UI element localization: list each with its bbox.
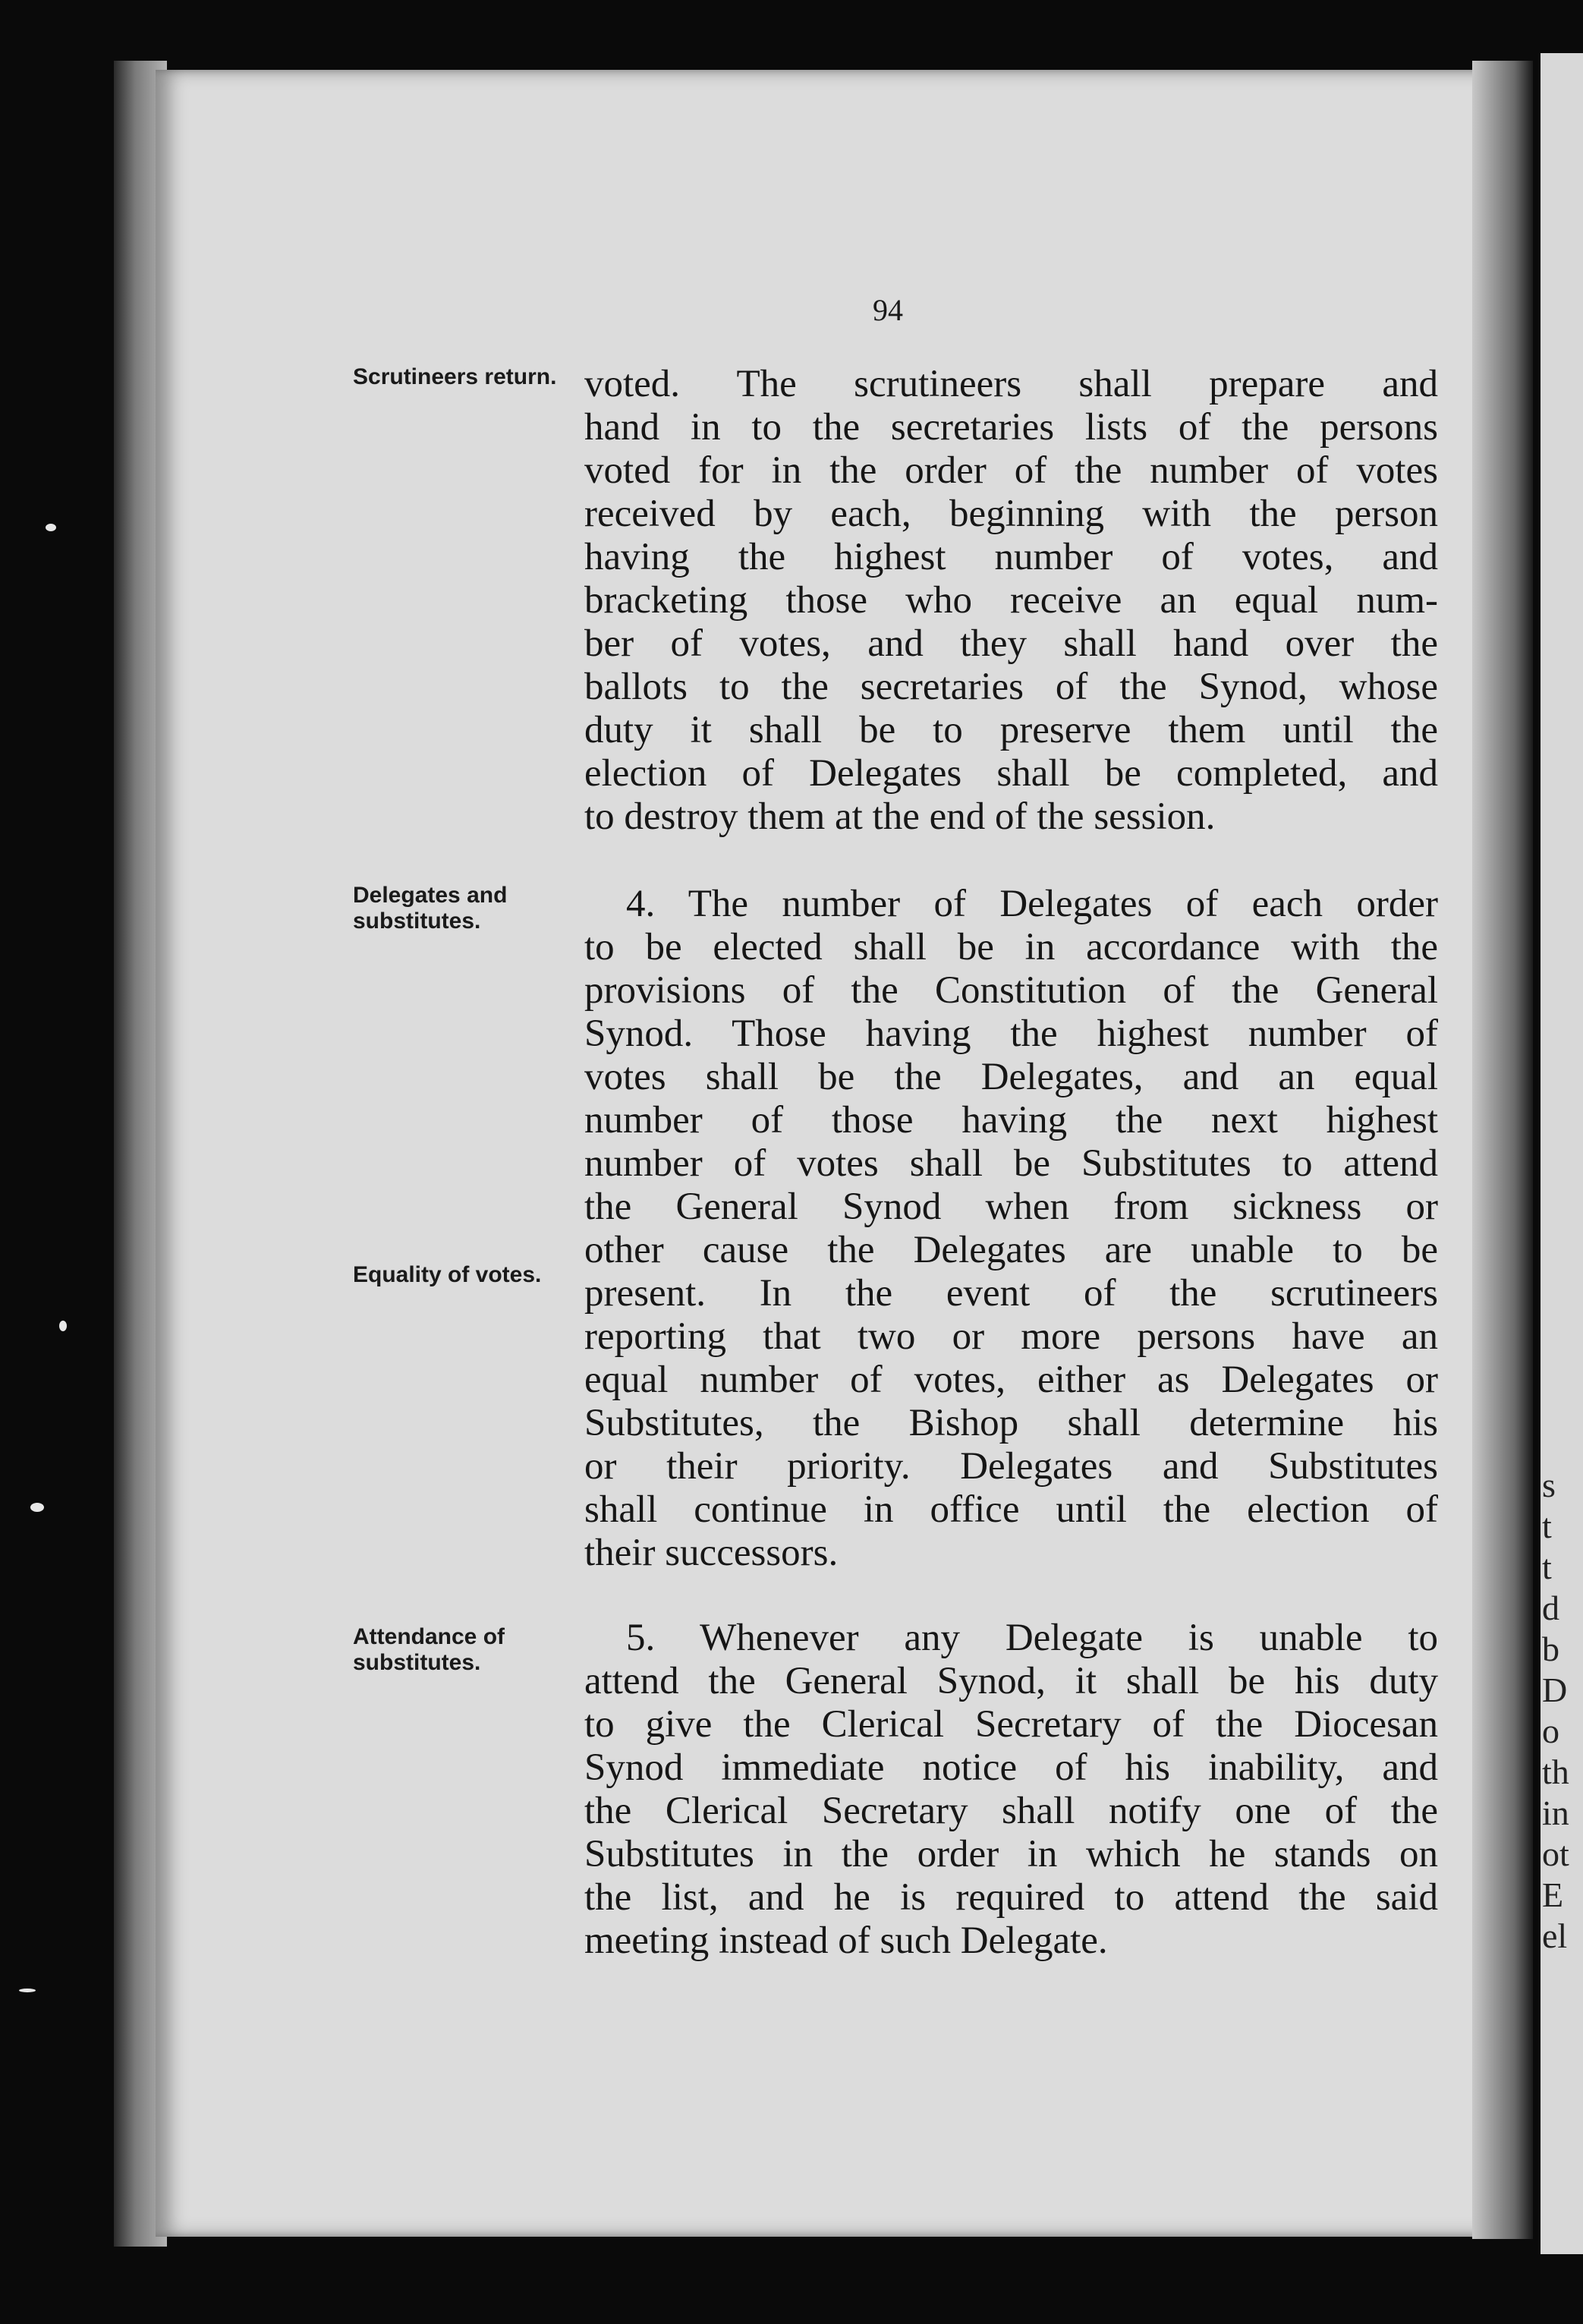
text-line: shall continue in office until the election of bbox=[584, 1488, 1438, 1531]
text-line: votes shall be the Delegates, and an equal bbox=[584, 1056, 1438, 1098]
text-line: hand in to the secretaries lists of the persons bbox=[584, 406, 1438, 449]
text-line: ber of votes, and they shall hand over the bbox=[584, 622, 1438, 665]
text-line: provisions of the Constitution of the General bbox=[584, 969, 1438, 1012]
paragraph-delegates-substitutes bbox=[584, 883, 1438, 1575]
facing-letter: E bbox=[1542, 1875, 1564, 1914]
text-line: meeting instead of such Delegate. bbox=[584, 1919, 1108, 1962]
text-line: ballots to the secretaries of the Synod, whose bbox=[584, 666, 1438, 708]
facing-letter: in bbox=[1542, 1793, 1569, 1832]
margin-note-equality-of-votes: Equality of votes. bbox=[353, 1262, 542, 1287]
text-line: reporting that two or more persons have an bbox=[584, 1315, 1438, 1358]
paragraph-attendance-substitutes bbox=[584, 1617, 1438, 1963]
text-line: or their priority. Delegates and Substitutes bbox=[584, 1445, 1438, 1488]
paragraph-scrutineers-return bbox=[584, 363, 1438, 839]
facing-letter: el bbox=[1542, 1916, 1568, 1955]
text-line: having the highest number of votes, and bbox=[584, 536, 1438, 578]
facing-letter: t bbox=[1542, 1507, 1552, 1545]
margin-note-delegates-substitutes: Delegates and substitutes. bbox=[353, 883, 508, 934]
text-line: voted for in the order of the number of votes bbox=[584, 449, 1438, 492]
facing-letter: t bbox=[1542, 1548, 1552, 1586]
text-line: bracketing those who receive an equal num- bbox=[584, 579, 1438, 622]
text-line: number of votes shall be Substitutes to attend bbox=[584, 1142, 1438, 1185]
facing-letter: d bbox=[1542, 1589, 1559, 1627]
facing-page-text bbox=[1542, 1465, 1583, 1957]
text-line: election of Delegates shall be completed, and bbox=[584, 752, 1438, 795]
facing-letter: b bbox=[1542, 1630, 1559, 1668]
text-line: their successors. bbox=[584, 1532, 839, 1574]
text-line: to give the Clerical Secretary of the Diocesan bbox=[584, 1703, 1438, 1746]
text-line: other cause the Delegates are unable to be bbox=[584, 1229, 1438, 1271]
text-line: the General Synod when from sickness or bbox=[584, 1186, 1438, 1228]
facing-letter: th bbox=[1542, 1752, 1569, 1791]
margin-note-scrutineers-return: Scrutineers return. bbox=[353, 364, 557, 389]
text-line: 5. Whenever any Delegate is unable to bbox=[626, 1617, 1438, 1659]
text-line: duty it shall be to preserve them until the bbox=[584, 709, 1438, 751]
text-line: 4. The number of Delegates of each order bbox=[626, 883, 1438, 925]
text-line: Substitutes, the Bishop shall determine his bbox=[584, 1402, 1438, 1444]
dust-speck bbox=[19, 1989, 36, 1992]
text-line: present. In the event of the scrutineers bbox=[584, 1272, 1438, 1315]
facing-letter: D bbox=[1542, 1671, 1568, 1709]
text-line: number of those having the next highest bbox=[584, 1099, 1438, 1142]
margin-note-attendance-substitutes: Attendance of substitutes. bbox=[353, 1624, 505, 1675]
text-line: Synod. Those having the highest number of bbox=[584, 1012, 1438, 1055]
text-line: the list, and he is required to attend the said bbox=[584, 1876, 1438, 1919]
text-line: equal number of votes, either as Delegates or bbox=[584, 1359, 1438, 1401]
facing-letter: s bbox=[1542, 1466, 1556, 1504]
text-line: voted. The scrutineers shall prepare and bbox=[584, 363, 1438, 405]
dust-speck bbox=[30, 1503, 44, 1512]
text-line: Synod immediate notice of his inability, and bbox=[584, 1746, 1438, 1789]
text-line: to be elected shall be in accordance with the bbox=[584, 926, 1438, 968]
text-line: the Clerical Secretary shall notify one of the bbox=[584, 1790, 1438, 1832]
dust-speck bbox=[46, 524, 56, 531]
text-line: attend the General Synod, it shall be his duty bbox=[584, 1660, 1438, 1702]
text-line: received by each, beginning with the person bbox=[584, 493, 1438, 535]
text-line: Substitutes in the order in which he stands on bbox=[584, 1833, 1438, 1875]
dust-speck bbox=[59, 1321, 67, 1331]
facing-letter: ot bbox=[1542, 1834, 1569, 1873]
page-number: 94 bbox=[873, 293, 903, 327]
facing-letter: o bbox=[1542, 1712, 1559, 1750]
page-right-edge-shadow bbox=[1472, 61, 1533, 2239]
text-line: to destroy them at the end of the session. bbox=[584, 795, 1216, 838]
